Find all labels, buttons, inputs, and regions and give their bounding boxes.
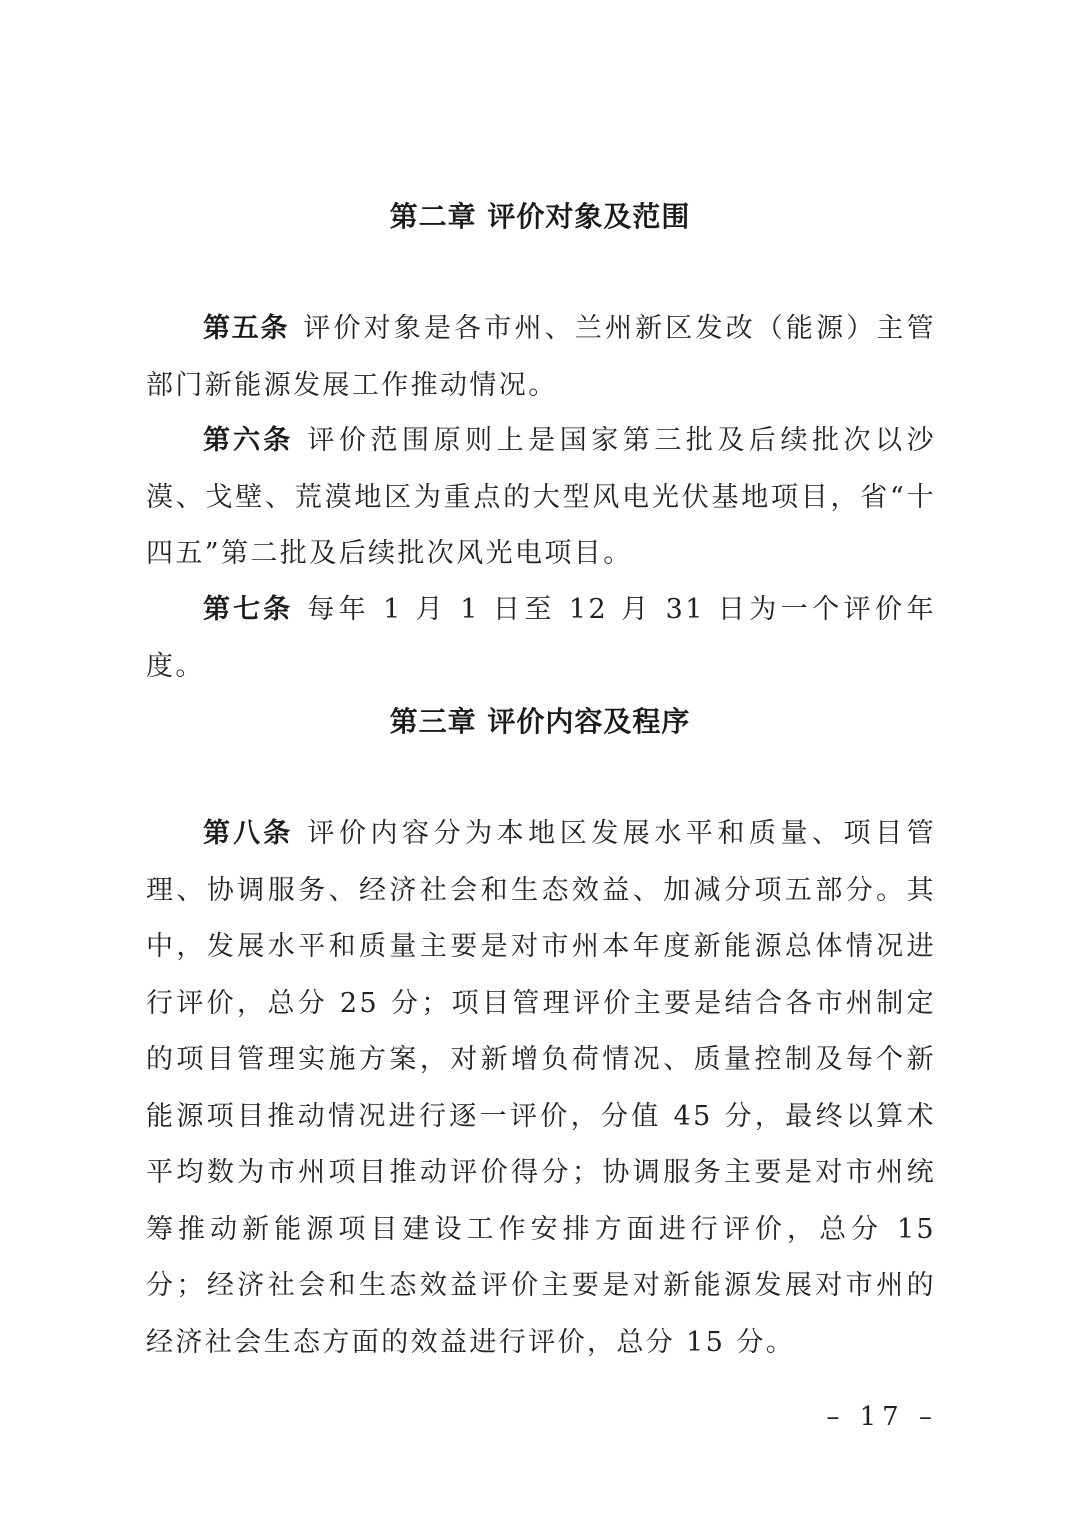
article-7-label: 第七条 — [203, 594, 294, 625]
article-8-label: 第八条 — [203, 818, 294, 849]
chapter-2-heading: 第二章 评价对象及范围 — [389, 200, 691, 233]
article-6 — [146, 413, 936, 583]
article-7-text: 每年 1 月 1 日至 12 月 31 日为一个评价年度。 — [146, 594, 937, 682]
article-8 — [146, 806, 936, 1371]
article-6-text: 评价范围原则上是国家第三批及后续批次以沙漠、戈壁、荒漠地区为重点的大型风电光伏基地项目，省“十四五”第二批及后续批次风光电项目。 — [146, 425, 937, 569]
article-8-text: 评价内容分为本地区发展水平和质量、项目管理、协调服务、经济社会和生态效益、加减分项五部分。其中，发展水平和质量主要是对市州本年度新能源总体情况进行评价，总分 25 分；项目管理评价主要是结合各市州制定的项目管理实施方案，对新增负荷情况、质量控制及每个新能源项目推动情况进行逐一评价，分值 45 分，最终以算术平均数为市州项目推动评价得分；协调服务主要是对市州统筹推动新能源项目建设工作安排方面进行评价，总分 15 分；经济社会和生态效益评价主要是对新能源发展对市州的经济社会生态方面的效益进行评价，总分 15 分。 — [146, 818, 937, 1358]
article-5-label: 第五条 — [203, 313, 290, 344]
article-7 — [146, 582, 936, 695]
article-6-label: 第六条 — [203, 425, 294, 456]
chapter-3-heading: 第三章 评价内容及程序 — [389, 705, 691, 738]
page-number: – 17 – — [826, 1402, 938, 1432]
article-5 — [146, 301, 936, 414]
article-5-text: 评价对象是各市州、兰州新区发改（能源）主管部门新能源发展工作推动情况。 — [146, 313, 936, 401]
